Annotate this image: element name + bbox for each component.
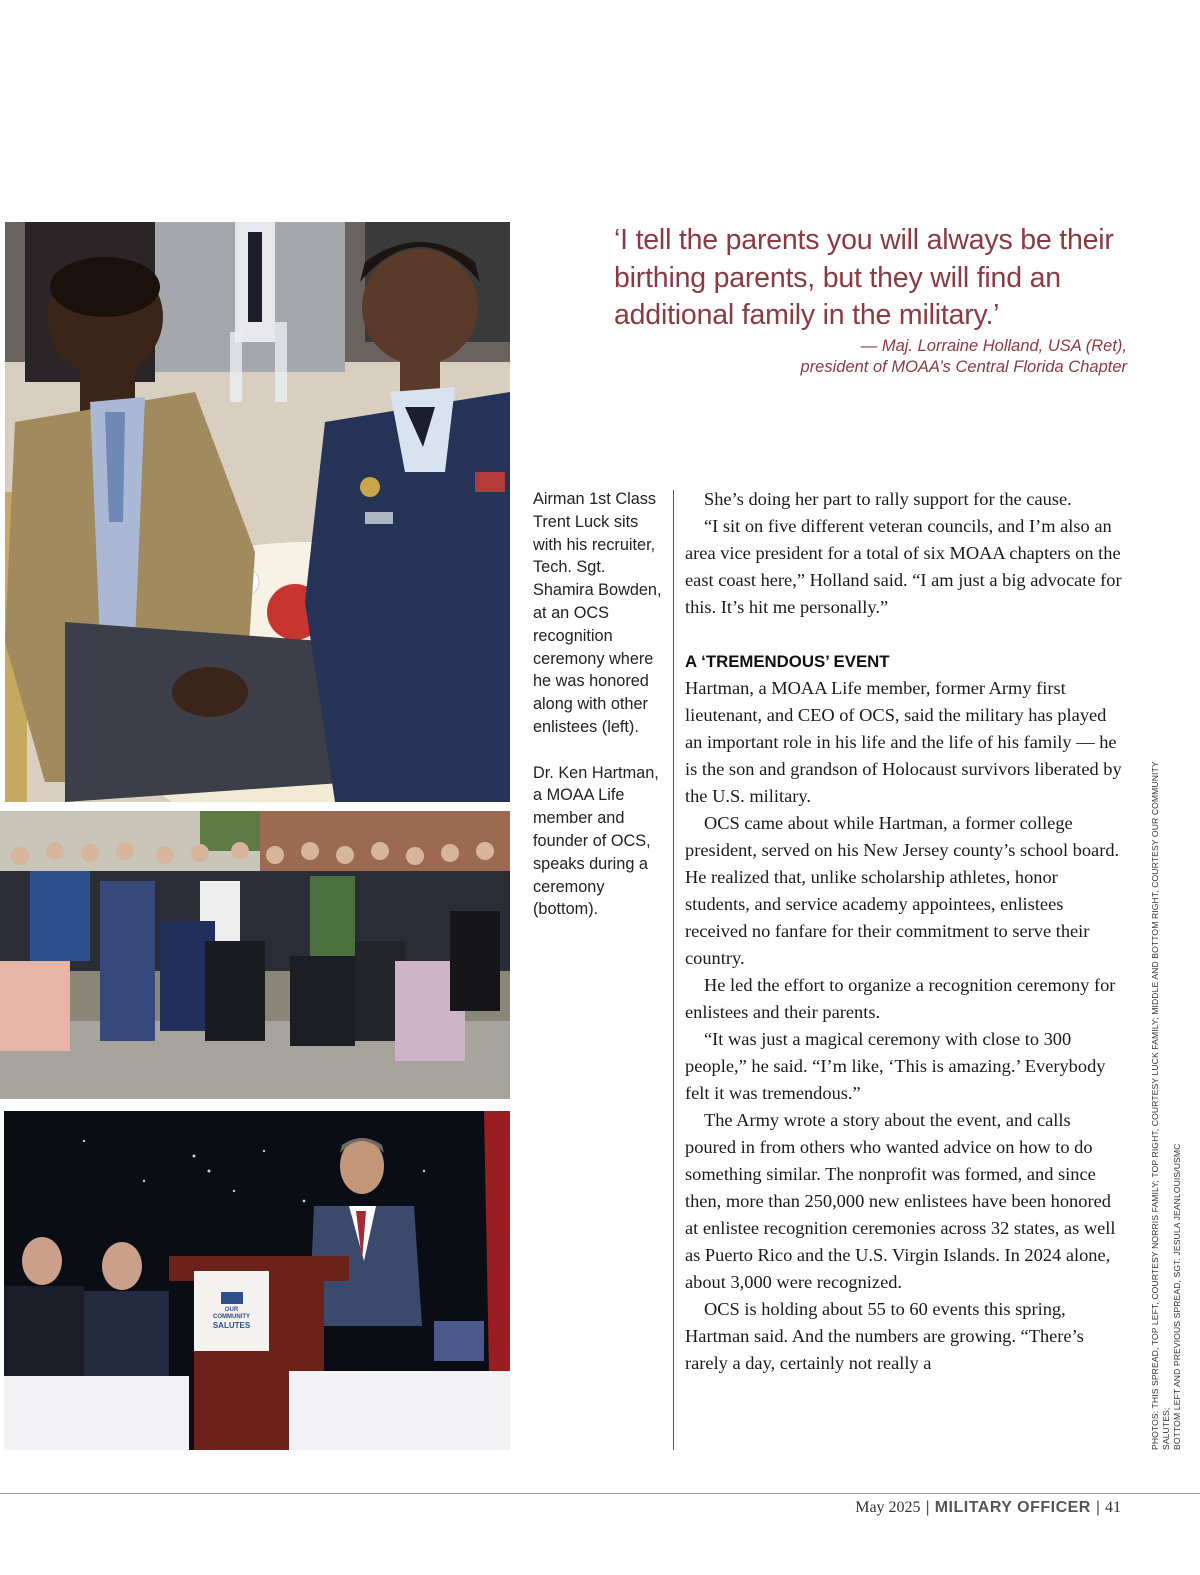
caption-bottom: Dr. Ken Hartman, a MOAA Life member and founder of OCS, speaks during a ceremony (bottom). <box>533 763 659 919</box>
article-paragraph: The Army wrote a story about the event, and calls poured in from others who wanted advice on how to do something similar. The nonprofit was formed, and since then, more than 250,000 new enlistees have been honored at enlistee recognition ceremonies across 32 states, as well as Puerto Rico and the U.S. Virgin Islands. In 2024 alone, about 3,000 were recognized. <box>685 1110 1116 1292</box>
article-paragraph: “I sit on five different veteran councils, and I’m also an area vice president for a total of six MOAA chapters on the east coast here,” Holland said. “I am just a big advocate for this. It’s hit me personally.” <box>685 516 1122 617</box>
footer-date: May 2025 <box>855 1499 921 1516</box>
column-divider <box>673 490 674 1450</box>
podium-sign <box>194 1271 269 1351</box>
podium-sign-line3: SALUTES <box>212 1321 251 1330</box>
footer-magazine-name: MILITARY OFFICER <box>934 1499 1091 1516</box>
photo-captions <box>533 488 669 944</box>
article-paragraph: She’s doing her part to rally support for the cause. <box>704 489 1072 509</box>
article-paragraph: “It was just a magical ceremony with close to 300 people,” he said. “I’m like, ‘This is amazing.’ Everybody felt it was tremendous.” <box>685 1029 1106 1103</box>
pull-quote: ‘I tell the parents you will always be their birthing parents, but they will find an additional family in the military.’ <box>614 224 1114 331</box>
article-paragraph: Hartman, a MOAA Life member, former Army first lieutenant, and CEO of OCS, said the military has played an important role in his life and the life of his family — he is the son and grandson of Holocaust survivors liberated by the U.S. military. <box>685 678 1122 806</box>
article-paragraph: OCS is holding about 55 to 60 events this spring, Hartman said. And the numbers are growing. “There’s rarely a day, certainly not really a <box>685 1299 1084 1373</box>
article-body <box>685 486 1125 1377</box>
article-paragraph: He led the effort to organize a recognition ceremony for enlistees and their parents. <box>685 975 1116 1022</box>
footer-separator: | <box>925 1499 930 1516</box>
podium-sign-line2: COMMUNITY <box>213 1314 250 1320</box>
article-paragraph: OCS came about while Hartman, a former college president, served on his New Jersey county’s school board. He realized that, unlike scholarship athletes, honor students, and service academy appointees, enlistees received no fanfare for their commitment to serve their country. <box>685 813 1120 968</box>
photo-enlistee-group <box>0 811 510 1099</box>
podium-logo-icon <box>221 1292 243 1304</box>
photo-credit-line2: BOTTOM LEFT AND PREVIOUS SPREAD, SGT. JESULA JEANLOUIS/USMC <box>1172 1143 1182 1450</box>
section-heading: A ‘TREMENDOUS’ EVENT <box>685 652 890 671</box>
attribution-line2: president of MOAA’s Central Florida Chapter <box>800 358 1127 376</box>
caption-top: Airman 1st Class Trent Luck sits with his recruiter, Tech. Sgt. Shamira Bowden, at an OCS recognition ceremony where he was honored along with other enlistees (left). <box>533 490 662 736</box>
photo-airman-and-recruiter <box>5 222 510 802</box>
pull-quote-attribution <box>607 336 1127 378</box>
photo-credit-line1: PHOTOS: THIS SPREAD, TOP LEFT, COURTESY NORRIS FAMILY; TOP RIGHT, COURTESY LUCK FAMILY; MIDDLE AND BOTTOM RIGHT, COURTESY OUR COMMUNITY SALUTES; <box>1150 761 1171 1450</box>
photo-credit <box>1150 750 1183 1450</box>
footer-separator: | <box>1095 1499 1100 1516</box>
page-footer <box>855 1497 1121 1519</box>
footer-rule <box>0 1493 1200 1494</box>
photo-speaker-at-podium <box>4 1111 510 1450</box>
attribution-line1: — Maj. Lorraine Holland, USA (Ret), <box>860 337 1127 355</box>
page-number: 41 <box>1105 1499 1121 1516</box>
podium-sign-line1: OUR <box>224 1307 239 1313</box>
